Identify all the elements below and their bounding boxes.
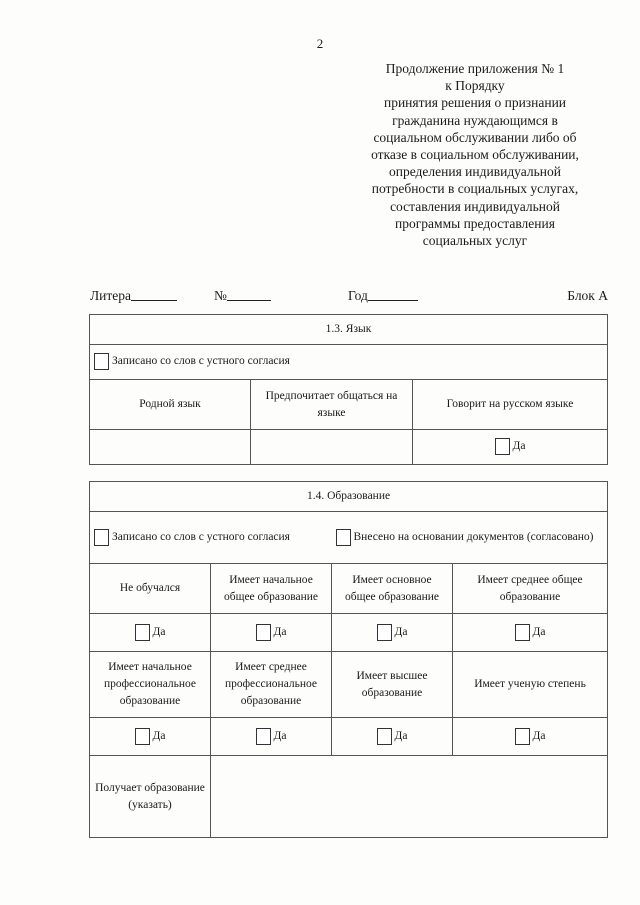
checkbox[interactable]	[377, 728, 392, 745]
edu-prof-secondary-header: Имеет среднее профессиональное образование	[211, 652, 332, 718]
checkbox[interactable]	[515, 728, 530, 745]
yes-label: Да	[394, 625, 408, 638]
checkbox[interactable]	[336, 529, 351, 546]
yes-label: Да	[532, 729, 546, 742]
header-line: гражданина нуждающимся в	[392, 112, 558, 128]
checkbox-label: Внесено на основании документов (согласовано)	[353, 530, 594, 543]
checkbox[interactable]	[495, 438, 510, 455]
edu-primary-header: Имеет начальное общее образование	[211, 564, 332, 614]
header-line: социальных услуг	[422, 233, 528, 249]
edu-yes-cell[interactable]	[211, 718, 332, 756]
education-documents[interactable]	[332, 512, 608, 564]
education-table	[89, 481, 608, 838]
header-line: отказе в социальном обслуживании,	[371, 147, 579, 163]
checkbox[interactable]	[94, 353, 109, 370]
edu-higher-header: Имеет высшее образование	[332, 652, 453, 718]
litera-field[interactable]	[90, 288, 131, 304]
header-line: к Порядку	[445, 78, 505, 94]
speaks-russian-header: Говорит на русском языке	[413, 380, 608, 430]
header-line: принятия решения о признании	[383, 95, 567, 111]
number-label: №	[214, 288, 227, 303]
checkbox[interactable]	[94, 529, 109, 546]
language-title: 1.3. Язык	[90, 315, 608, 345]
preferred-language-header: Предпочитает общаться на языке	[251, 380, 413, 430]
header-line: Продолжение приложения № 1	[385, 61, 565, 76]
edu-yes-cell[interactable]	[211, 614, 332, 652]
header-line: программы предоставления	[395, 215, 555, 231]
yes-label: Да	[152, 625, 166, 638]
receiving-education-label: Получает образование (указать)	[90, 756, 211, 838]
yes-label: Да	[394, 729, 408, 742]
checkbox[interactable]	[256, 728, 271, 745]
edu-degree-header: Имеет ученую степень	[453, 652, 608, 718]
meta-row	[90, 288, 608, 306]
edu-yes-cell[interactable]	[90, 718, 211, 756]
header-line: потребности в социальных услугах,	[371, 181, 579, 197]
litera-label: Литера	[90, 288, 132, 303]
edu-none-header: Не обучался	[90, 564, 211, 614]
edu-prof-primary-header: Имеет начальное профессиональное образование	[90, 652, 211, 718]
edu-secondary-header: Имеет среднее общее образование	[453, 564, 608, 614]
checkbox-label: Записано со слов с устного согласия	[112, 530, 290, 543]
education-title: 1.4. Образование	[90, 482, 608, 512]
edu-yes-cell[interactable]	[453, 718, 608, 756]
speaks-russian-yes[interactable]	[413, 430, 608, 465]
edu-yes-cell[interactable]	[90, 614, 211, 652]
language-oral-consent[interactable]	[90, 345, 608, 380]
native-language-header: Родной язык	[90, 380, 251, 430]
checkbox[interactable]	[377, 624, 392, 641]
page-number: 2	[316, 36, 324, 51]
header-line: составления индивидуальной	[390, 198, 560, 214]
yes-label: Да	[273, 729, 287, 742]
year-label: Год	[348, 288, 368, 303]
yes-label: Да	[273, 625, 287, 638]
receiving-education-field[interactable]	[211, 756, 608, 838]
checkbox[interactable]	[256, 624, 271, 641]
header-line: социальном обслуживании либо об	[373, 129, 577, 145]
edu-yes-cell[interactable]	[332, 718, 453, 756]
checkbox[interactable]	[515, 624, 530, 641]
native-language-cell[interactable]	[90, 430, 251, 465]
language-table	[89, 314, 608, 465]
yes-label: Да	[152, 729, 166, 742]
year-field[interactable]	[348, 288, 368, 304]
education-oral-consent[interactable]	[90, 512, 332, 564]
yes-label: Да	[532, 625, 546, 638]
edu-basic-header: Имеет основное общее образование	[332, 564, 453, 614]
header-line: определения индивидуальной	[389, 164, 561, 180]
yes-label: Да	[512, 440, 526, 453]
edu-yes-cell[interactable]	[332, 614, 453, 652]
edu-yes-cell[interactable]	[453, 614, 608, 652]
checkbox[interactable]	[135, 728, 150, 745]
preferred-language-cell[interactable]	[251, 430, 413, 465]
checkbox-label: Записано со слов с устного согласия	[112, 355, 290, 368]
block-label: Блок А	[567, 288, 608, 303]
number-field[interactable]	[214, 288, 227, 304]
appendix-header	[330, 60, 620, 249]
checkbox[interactable]	[135, 624, 150, 641]
